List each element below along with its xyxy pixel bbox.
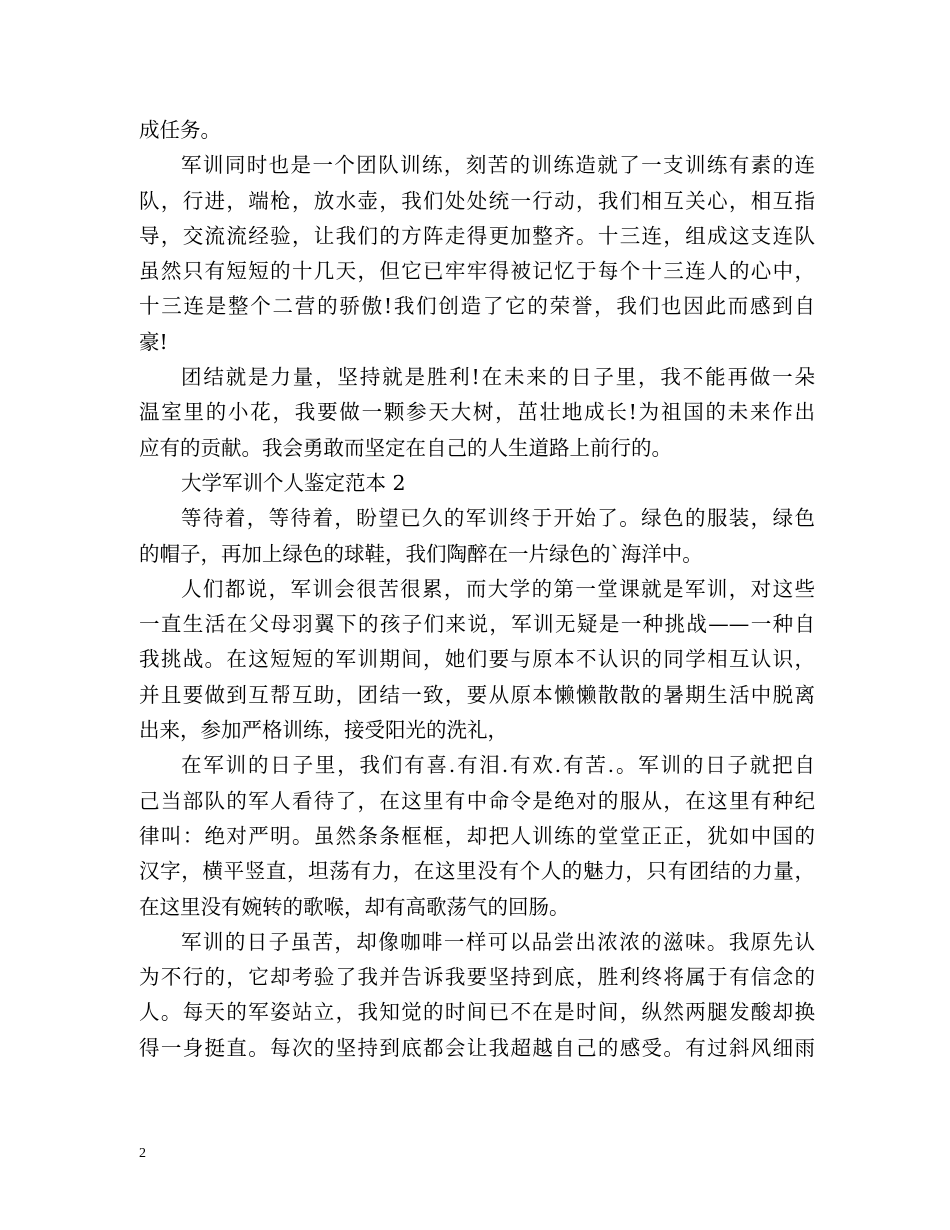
text-line: 为不行的，它却考验了我并告诉我要坚持到底，胜利终将属于有信念的 [139,965,815,990]
text-line: 的帽子，再加上绿色的球鞋，我们陶醉在一片绿色的`海洋中。 [139,541,703,566]
text-line: 人。每天的军姿站立，我知觉的时间已不在是时间，纵然两腿发酸却换 [139,1000,815,1025]
text-line: 导，交流流经验，让我们的方阵走得更加整齐。十三连，组成这支连队 [139,223,815,248]
text-line: 军训的日子虽苦，却像咖啡一样可以品尝出浓浓的滋味。我原先认 [181,929,815,954]
text-line: 豪! [139,329,168,354]
text-line: 大学军训个人鉴定范本 2 [181,470,406,495]
text-line: 人们都说，军训会很苦很累，而大学的第一堂课就是军训，对这些 [181,576,815,601]
page-number: 2 [139,1146,146,1161]
text-line: 在军训的日子里，我们有喜.有泪.有欢.有苦.。军训的日子就把自 [181,753,815,778]
text-line: 应有的贡献。我会勇敢而坚定在自己的人生道路上前行的。 [139,435,672,460]
text-line: 军训同时也是一个团队训练，刻苦的训练造就了一支训练有素的连 [181,153,815,178]
text-line: 等待着，等待着，盼望已久的军训终于开始了。绿色的服装，绿色 [181,506,815,531]
text-line: 成任务。 [139,118,221,142]
text-line: 温室里的小花，我要做一颗参天大树，茁壮地成长!为祖国的未来作出 [139,400,815,425]
text-line: 团结就是力量，坚持就是胜利!在未来的日子里，我不能再做一朵 [181,365,815,390]
text-line: 一直生活在父母羽翼下的孩子们来说，军训无疑是一种挑战——一种自 [139,612,815,637]
text-line: 得一身挺直。每次的坚持到底都会让我超越自己的感受。有过斜风细雨 [139,1035,815,1060]
text-line: 律叫：绝对严明。虽然条条框框，却把人训练的堂堂正正，犹如中国的 [139,823,815,848]
text-line: 汉字，横平竖直，坦荡有力，在这里没有个人的魅力，只有团结的力量， [139,859,815,884]
document-body [139,113,815,1066]
text-line: 十三连是整个二营的骄傲!我们创造了它的荣誉，我们也因此而感到自 [139,294,815,319]
text-line: 队，行进，端枪，放水壶，我们处处统一行动，我们相互关心，相互指 [139,188,815,213]
text-line: 我挑战。在这短短的军训期间，她们要与原本不认识的同学相互认识， [139,647,815,672]
text-line: 并且要做到互帮互助，团结一致，要从原本懒懒散散的暑期生活中脱离 [139,682,815,707]
text-line: 己当部队的军人看待了，在这里有中命令是绝对的服从，在这里有种纪 [139,788,815,813]
text-line: 在这里没有婉转的歌喉，却有高歌荡气的回肠。 [139,894,570,919]
text-line: 虽然只有短短的十几天，但它已牢牢得被记忆于每个十三连人的心中， [139,259,815,284]
text-line: 出来，参加严格训练，接受阳光的洗礼， [139,718,508,743]
